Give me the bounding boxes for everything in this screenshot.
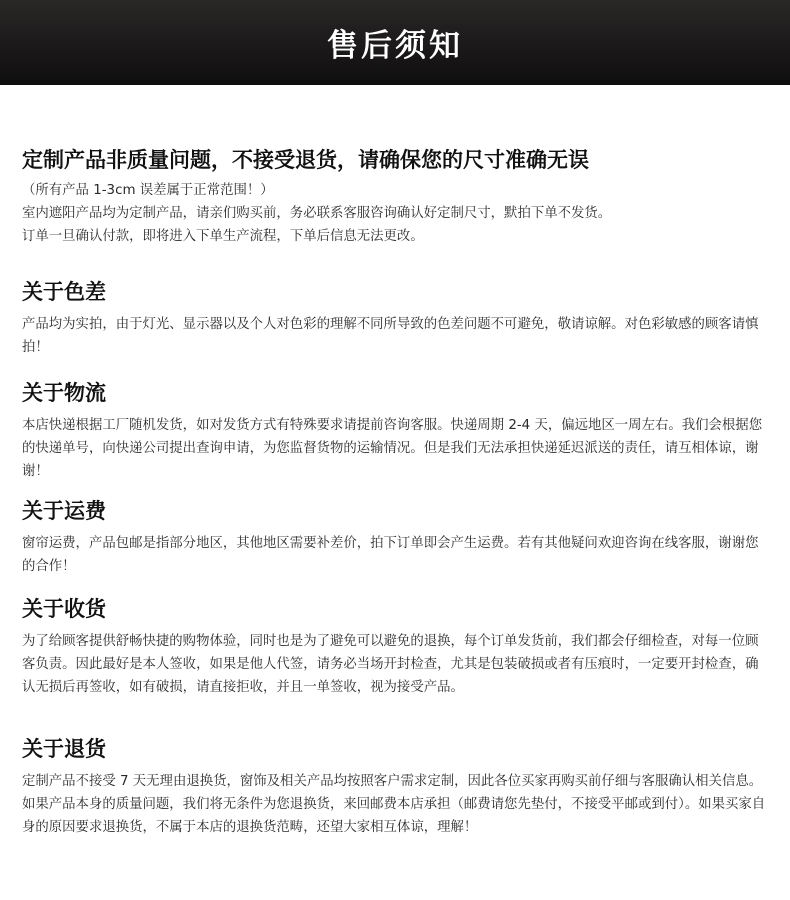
intro-line: 室内遮阳产品均为定制产品，请亲们购买前，务必联系客服咨询确认好定制尺寸，默拍下单不发货。 (22, 206, 612, 221)
section-heading: 关于收货 (22, 596, 106, 621)
section-heading: 关于物流 (22, 380, 106, 405)
section-heading: 关于运费 (22, 498, 106, 523)
intro-heading: 定制产品非质量问题，不接受退货，请确保您的尺寸准确无误 (22, 147, 589, 172)
intro-line: 订单一旦确认付款，即将进入下单生产流程，下单后信息无法更改。 (22, 229, 424, 244)
section-text: 本店快递根据工厂随机发货，如对发货方式有特殊要求请提前咨询客服。快递周期 2-4 天，偏远地区一周左右。我们会根据您的快递单号，向快递公司提出查询申请，为您监督货物的运输情况。但是我们无法承担快递延迟派送的责任，请互相体谅，谢谢！ (22, 418, 763, 479)
section-returns (22, 734, 772, 839)
section-logistics (22, 378, 772, 483)
section-heading: 关于退货 (22, 736, 106, 761)
intro-block (22, 145, 777, 248)
section-text: 为了给顾客提供舒畅快捷的购物体验，同时也是为了避免可以避免的退换，每个订单发货前，我们都会仔细检查，对每一位顾客负责。因此最好是本人签收，如果是他人代签，请务必当场开封检查，尤其是包装破损或者有压痕时，一定要开封检查，确认无损后再签收，如有破损，请直接拒收，并且一单签收，视为接受产品。 (22, 634, 759, 695)
section-text: 产品均为实拍，由于灯光、显示器以及个人对色彩的理解不同所导致的色差问题不可避免，敬请谅解。对色彩敏感的顾客请慎拍！ (22, 317, 759, 355)
section-heading: 关于色差 (22, 279, 106, 304)
section-shipping-fee (22, 496, 772, 578)
section-receiving (22, 594, 772, 699)
section-color-difference (22, 277, 772, 359)
intro-note: （所有产品 1-3cm 误差属于正常范围！） (22, 183, 274, 198)
section-text: 窗帘运费，产品包邮是指部分地区，其他地区需要补差价，拍下订单即会产生运费。若有其他疑问欢迎咨询在线客服，谢谢您的合作！ (22, 536, 759, 574)
section-text: 定制产品不接受 7 天无理由退换货，窗饰及相关产品均按照客户需求定制，因此各位买家再购买前仔细与客服确认相关信息。如果产品本身的质量问题，我们将无条件为您退换货，来回邮费本店承担（邮费请您先垫付，不接受平邮或到付）。如果买家自身的原因要求退换货，不属于本店的退换货范畴，还望大家相互体谅，理解！ (22, 774, 766, 835)
page-header (0, 0, 790, 85)
page-title: 售后须知 (327, 28, 463, 64)
